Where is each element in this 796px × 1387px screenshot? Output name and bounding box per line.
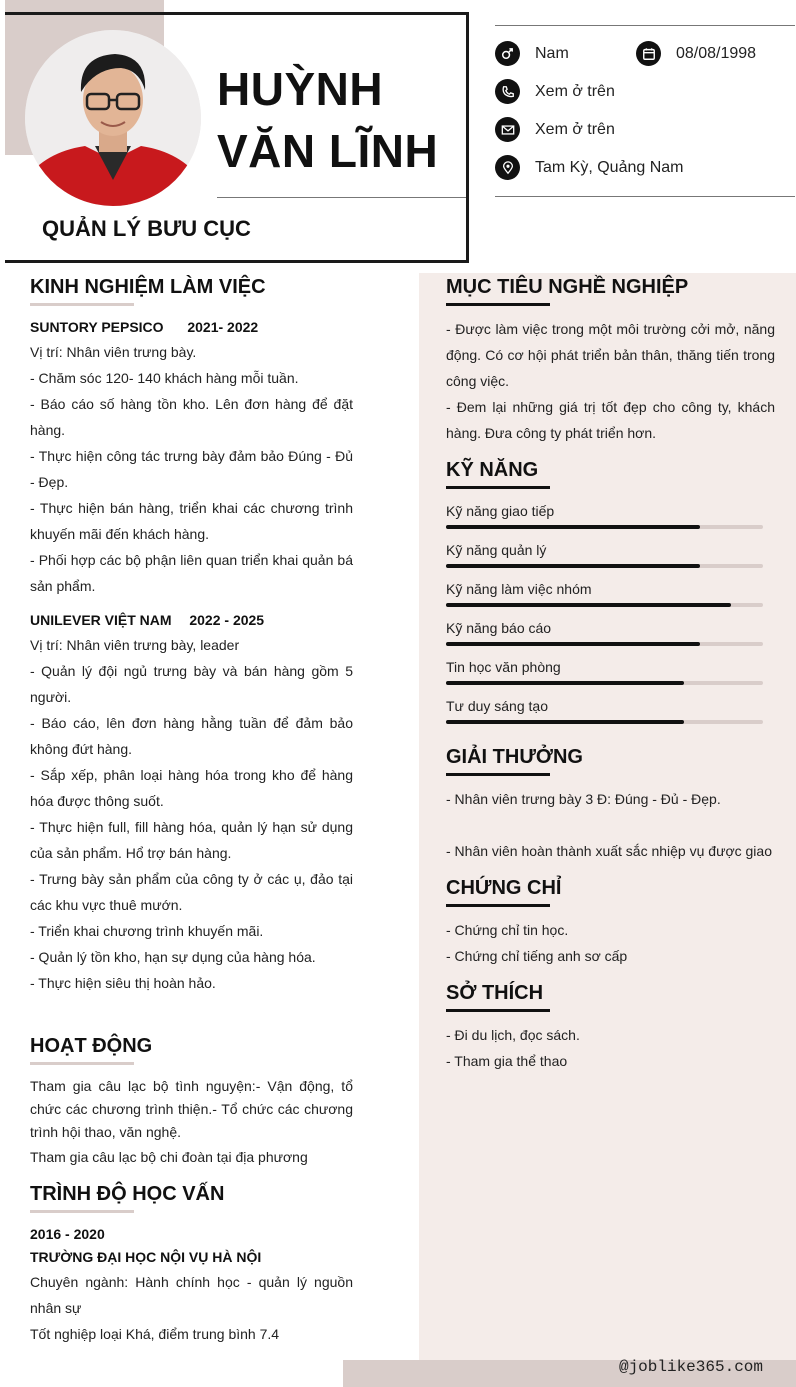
certificate-line: - Chứng chỉ tin học. <box>446 922 569 938</box>
section-underline <box>446 303 550 306</box>
skill-label: Kỹ năng làm việc nhóm <box>446 581 592 597</box>
job-description <box>30 339 353 599</box>
skill-bar-fill <box>446 642 700 646</box>
hobby-line: - Đi du lịch, đọc sách. <box>446 1027 580 1043</box>
section-underline <box>446 773 550 776</box>
section-underline <box>30 1062 134 1065</box>
skill-bar-fill <box>446 603 731 607</box>
email-value: Xem ở trên <box>535 120 615 138</box>
awards-title: GIẢI THƯỞNG <box>446 746 583 768</box>
section-underline <box>446 1009 550 1012</box>
divider <box>495 196 795 197</box>
job-line: Vị trí: Nhân viên trưng bày, leader <box>30 637 240 653</box>
activities-title: HOẠT ĐỘNG <box>30 1035 153 1057</box>
education-title: TRÌNH ĐỘ HỌC VẤN <box>30 1183 225 1205</box>
contact-email <box>495 117 615 142</box>
award-line: - Nhân viên hoàn thành xuất sắc nhiệp vụ được giao <box>446 843 772 859</box>
skill-label: Tư duy sáng tạo <box>446 698 548 714</box>
skill-bar-fill <box>446 720 684 724</box>
certificate-line: - Chứng chỉ tiếng anh sơ cấp <box>446 948 628 964</box>
contact-gender <box>495 41 569 66</box>
skill-bar-track <box>446 564 763 568</box>
address-value: Tam Kỳ, Quảng Nam <box>535 158 684 176</box>
skill-label: Tin học văn phòng <box>446 659 561 675</box>
job-line: - Thực hiện siêu thị hoàn hảo. <box>30 975 216 991</box>
contact-address <box>495 155 684 180</box>
certificates-title: CHỨNG CHỈ <box>446 877 562 899</box>
job-line: - Báo cáo, lên đơn hàng hằng tuần để đảm bảo không đứt hàng. <box>30 715 353 757</box>
job-line: - Triển khai chương trình khuyến mãi. <box>30 923 264 939</box>
avatar <box>25 30 201 206</box>
contact-birthday <box>636 41 756 66</box>
skill-label: Kỹ năng quản lý <box>446 542 547 558</box>
job-line: - Quản lý tồn kho, hạn sự dụng của hàng hóa. <box>30 949 316 965</box>
job-period: 2021- 2022 <box>187 319 259 335</box>
name-line-2: VĂN LĨNH <box>217 125 439 177</box>
gender-icon <box>495 41 520 66</box>
skill-bar-fill <box>446 525 700 529</box>
skill-bar-track <box>446 525 763 529</box>
phone-value: Xem ở trên <box>535 82 615 100</box>
education-major: Chuyên ngành: Hành chính học - quản lý nguồn nhân sự <box>30 1274 353 1316</box>
objective-line: - Đem lại những giá trị tốt đẹp cho công ty, khách hàng. Đưa công ty phát triển hơn. <box>446 399 775 441</box>
education-text <box>30 1269 353 1347</box>
certificates-text <box>446 917 775 969</box>
objective-title: MỤC TIÊU NGHỀ NGHIỆP <box>446 276 689 298</box>
phone-icon <box>495 79 520 104</box>
job-title: QUẢN LÝ BƯU CỤC <box>42 216 251 241</box>
candidate-name <box>217 58 438 182</box>
location-icon <box>495 155 520 180</box>
skill-bar-fill <box>446 681 684 685</box>
divider <box>217 197 466 198</box>
name-line-1: HUỲNH <box>217 63 384 115</box>
activity-line: Tham gia câu lạc bộ chi đoàn tại địa phương <box>30 1149 308 1165</box>
contact-phone <box>495 79 615 104</box>
skill-bar-track <box>446 681 763 685</box>
activities-text <box>30 1075 353 1169</box>
job-line: - Chăm sóc 120- 140 khách hàng mỗi tuần. <box>30 370 299 386</box>
job-line: - Thực hiện công tác trưng bày đảm bảo Đúng - Đủ - Đẹp. <box>30 448 353 490</box>
hobbies-title: SỞ THÍCH <box>446 982 544 1004</box>
email-icon <box>495 117 520 142</box>
experience-title: KINH NGHIỆM LÀM VIỆC <box>30 276 266 298</box>
gender-value: Nam <box>535 44 569 62</box>
section-underline <box>446 904 550 907</box>
watermark: @joblike365.com <box>618 1358 763 1376</box>
job-line: - Sắp xếp, phân loại hàng hóa trong kho để hàng hóa được thông suốt. <box>30 767 353 809</box>
hobby-line: - Tham gia thể thao <box>446 1053 568 1069</box>
job-line: - Quản lý đội ngủ trưng bày và bán hàng gồm 5 người. <box>30 663 353 705</box>
job-line: - Phối hợp các bộ phận liên quan triển khai quản bá sản phẩm. <box>30 552 353 594</box>
skill-bar-track <box>446 720 763 724</box>
skills-title: KỸ NĂNG <box>446 459 539 481</box>
section-underline <box>446 486 550 489</box>
skill-label: Kỹ năng báo cáo <box>446 620 552 636</box>
job-line: - Báo cáo số hàng tồn kho. Lên đơn hàng để đặt hàng. <box>30 396 353 438</box>
hobbies-text <box>446 1022 775 1074</box>
job-description <box>30 632 353 996</box>
education-period: 2016 - 2020 <box>30 1226 105 1242</box>
job-company: UNILEVER VIỆT NAM <box>30 612 172 628</box>
award-line: - Nhân viên trưng bày 3 Đ: Đúng - Đủ - Đẹp. <box>446 791 721 807</box>
birthday-value: 08/08/1998 <box>676 44 757 62</box>
education-school: TRƯỜNG ĐẠI HỌC NỘI VỤ HÀ NỘI <box>30 1249 262 1265</box>
job-line: - Thực hiện full, fill hàng hóa, quản lý hạn sử dụng của sản phẩm. Hổ trợ bán hàng. <box>30 819 353 861</box>
section-underline <box>30 303 134 306</box>
education-result: Tốt nghiệp loại Khá, điểm trung bình 7.4 <box>30 1326 280 1342</box>
skill-bar-track <box>446 642 763 646</box>
job-line: - Trưng bày sản phẩm của công ty ở các ụ, đảo tại các khu vực thuê mướn. <box>30 871 353 913</box>
activity-line: Tham gia câu lạc bộ tình nguyện:- Vận động, tổ chức các chương trình thiện.- Tổ chức các chương trình hội thao, văn nghệ. <box>30 1078 353 1140</box>
section-underline <box>30 1210 134 1213</box>
job-company: SUNTORY PEPSICO <box>30 319 164 335</box>
job-line: - Thực hiện bán hàng, triển khai các chương trình khuyến mãi đến khách hàng. <box>30 500 353 542</box>
job-period: 2022 - 2025 <box>189 612 265 628</box>
divider <box>495 25 795 26</box>
job-line: Vị trí: Nhân viên trưng bày. <box>30 344 197 360</box>
awards-text <box>446 786 775 864</box>
skill-bar-track <box>446 603 763 607</box>
job-header <box>30 612 264 628</box>
skill-label: Kỹ năng giao tiếp <box>446 503 555 519</box>
job-header <box>30 319 258 335</box>
skill-bar-fill <box>446 564 700 568</box>
objective-line: - Được làm việc trong một môi trường cởi mở, năng động. Có cơ hội phát triển bản thân, thăng tiến trong công việc. <box>446 321 775 389</box>
calendar-icon <box>636 41 661 66</box>
objective-text <box>446 316 775 446</box>
